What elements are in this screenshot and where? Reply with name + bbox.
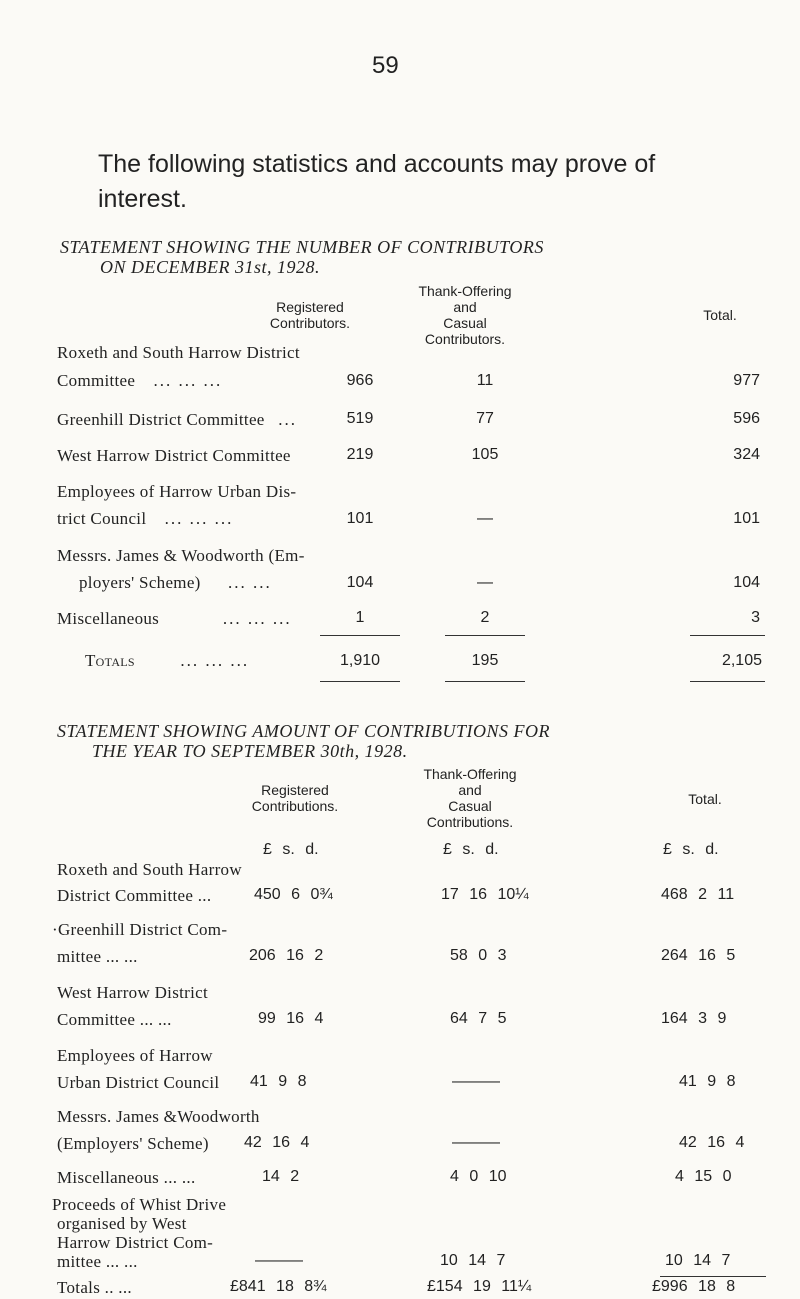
t1-row-label: Greenhill District Committee ... <box>57 410 298 429</box>
t2-totals-registered: £841 18 8¾ <box>230 1278 327 1295</box>
t2-thank: 17 16 10¼ <box>441 886 529 903</box>
t2-row-label: Committee ... ... <box>57 1010 172 1029</box>
t1-registered: 966 <box>346 372 374 389</box>
table2-col-total: Total. <box>688 791 722 807</box>
table1-col-thank: Thank-Offering and Casual Contributors. <box>418 283 512 347</box>
t2-total: 10 14 7 <box>665 1252 731 1269</box>
t1-total: 324 <box>733 446 760 463</box>
t1-rule <box>320 681 400 682</box>
t2-total: 4 15 0 <box>675 1168 732 1185</box>
t2-thank: 58 0 3 <box>450 947 507 964</box>
t1-totals-registered: 1,910 <box>339 652 381 669</box>
t1-row-label: ployers' Scheme) ... ... <box>79 573 272 592</box>
t1-registered: 519 <box>346 410 374 427</box>
t2-totals-total: £996 18 8 <box>652 1278 736 1295</box>
t1-row-label: Messrs. James & Woodworth (Em- <box>57 546 305 565</box>
t2-rule <box>660 1276 766 1277</box>
t2-total: 42 16 4 <box>679 1134 745 1151</box>
t2-registered: 206 16 2 <box>249 947 324 964</box>
t2-registered: 42 16 4 <box>244 1134 310 1151</box>
t1-total: 596 <box>733 410 760 427</box>
t2-thank: ——— <box>452 1134 500 1151</box>
t2-totals-label: Totals .. ... <box>57 1278 132 1297</box>
table2-col-thank: Thank-Offering and Casual Contributions. <box>423 766 517 830</box>
t1-total: 3 <box>751 609 760 626</box>
t2-row-label: organised by West <box>57 1214 187 1233</box>
t2-registered: ——— <box>255 1252 303 1269</box>
t1-row-label: trict Council ... ... ... <box>57 509 234 528</box>
table2-col-registered: Registered Contributions. <box>251 782 339 814</box>
t1-registered: 219 <box>346 446 374 463</box>
t2-total: 164 3 9 <box>661 1010 727 1027</box>
t2-total: 41 9 8 <box>679 1073 736 1090</box>
t1-totals-total: 2,105 <box>721 652 762 669</box>
t1-row-label: Employees of Harrow Urban Dis- <box>57 482 297 501</box>
t2-row-label: ·Greenhill District Com- <box>52 920 228 939</box>
t1-rule <box>690 681 765 682</box>
t2-row-label: West Harrow District <box>57 983 208 1002</box>
t2-row-label: Employees of Harrow <box>57 1046 213 1065</box>
t2-row-label: mittee ... ... <box>57 1252 138 1271</box>
t2-row-label: Messrs. James &Woodworth <box>57 1107 260 1126</box>
t2-total: 468 2 11 <box>661 886 735 903</box>
table2-heading-line2: THE YEAR TO SEPTEMBER 30th, 1928. <box>92 741 408 761</box>
t2-row-label: (Employers' Scheme) <box>57 1134 209 1153</box>
t2-registered: 41 9 8 <box>250 1073 307 1090</box>
t2-thank: 10 14 7 <box>440 1252 506 1269</box>
t2-units-total: £ s. d. <box>663 841 719 858</box>
t2-row-label: District Committee ... <box>57 886 212 905</box>
t2-row-label: Roxeth and South Harrow <box>57 860 242 879</box>
t2-registered: 450 6 0¾ <box>254 886 333 903</box>
t1-registered: 101 <box>346 510 374 527</box>
t2-registered: 99 16 4 <box>258 1010 324 1027</box>
t2-row-label: Miscellaneous ... ... <box>57 1168 196 1187</box>
t1-thank: 11 <box>476 372 494 389</box>
t1-rule <box>690 635 765 636</box>
t2-thank: 64 7 5 <box>450 1010 507 1027</box>
table1-heading-line2: ON DECEMBER 31st, 1928. <box>100 257 320 277</box>
t1-row-label: West Harrow District Committee <box>57 446 291 465</box>
t1-row-label: Roxeth and South Harrow District <box>57 343 300 362</box>
t1-row-label: Committee ... ... ... <box>57 371 223 390</box>
t1-row-label: Miscellaneous ... ... ... <box>57 609 292 628</box>
t2-units-thank: £ s. d. <box>443 841 499 858</box>
t1-totals-label: Totals ... ... ... <box>85 651 250 670</box>
t1-thank: 77 <box>476 410 494 427</box>
t2-registered: 14 2 <box>262 1168 300 1185</box>
intro-paragraph: The following statistics and accounts may prove of interest. <box>98 150 656 213</box>
t2-units-registered: £ s. d. <box>263 841 319 858</box>
table1-col-registered: Registered Contributors. <box>269 299 351 331</box>
t1-rule <box>445 635 525 636</box>
table1-heading-line1: STATEMENT SHOWING THE NUMBER OF CONTRIBUTORS <box>60 237 544 257</box>
t1-registered: 1 <box>355 609 365 626</box>
t2-totals-thank: £154 19 11¼ <box>427 1278 532 1295</box>
t2-thank: ——— <box>452 1073 500 1090</box>
t1-total: 977 <box>733 372 760 389</box>
t1-rule <box>445 681 525 682</box>
t1-rule <box>320 635 400 636</box>
t1-thank: — <box>477 574 493 591</box>
page-number: 59 <box>372 52 399 79</box>
t2-row-label: Urban District Council <box>57 1073 220 1092</box>
t2-total: 264 16 5 <box>661 947 736 964</box>
t2-row-label: Harrow District Com- <box>57 1233 214 1252</box>
t2-thank: 4 0 10 <box>450 1168 507 1185</box>
table2-heading-line1: STATEMENT SHOWING AMOUNT OF CONTRIBUTIONS FOR <box>57 721 551 741</box>
t1-thank: 105 <box>471 446 499 463</box>
t2-row-label: mittee ... ... <box>57 947 138 966</box>
t1-total: 104 <box>733 574 760 591</box>
t1-total: 101 <box>733 510 760 527</box>
t1-registered: 104 <box>346 574 374 591</box>
t1-totals-thank: 195 <box>471 652 499 669</box>
t1-thank: — <box>477 510 493 527</box>
t2-row-label: Proceeds of Whist Drive <box>52 1195 227 1214</box>
t1-thank: 2 <box>480 609 490 626</box>
table1-col-total: Total. <box>703 307 737 323</box>
